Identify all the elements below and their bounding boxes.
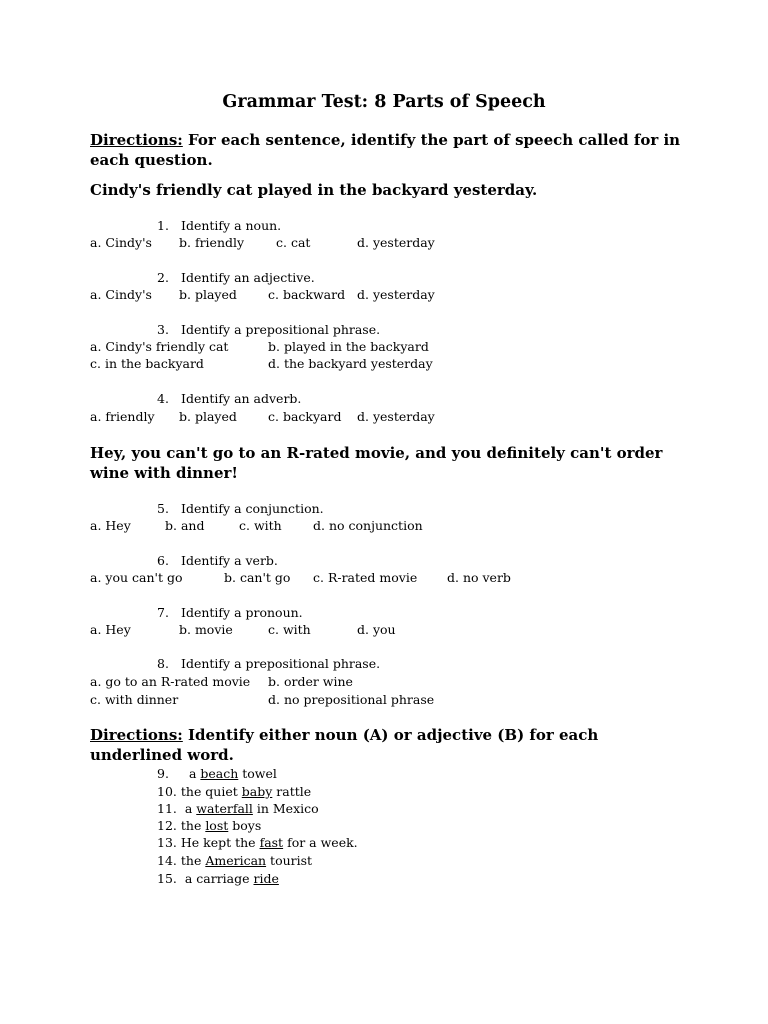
list-item: 15. a carriage ride xyxy=(157,871,279,886)
list-item: 10. the quiet baby rattle xyxy=(157,784,312,799)
question-4 xyxy=(157,391,301,407)
question-2-option-d: d. yesterday xyxy=(357,287,435,302)
question-4-text: Identify an adverb. xyxy=(181,391,302,406)
question-5-option-a: a. Hey xyxy=(90,518,131,533)
question-5-option-c: c. with xyxy=(239,518,282,533)
question-4-number: 4. xyxy=(157,391,169,406)
question-5-text: Identify a conjunction. xyxy=(181,501,324,516)
underlined-word: beach xyxy=(200,766,239,781)
question-6-option-d: d. no verb xyxy=(447,570,511,585)
directions-1 xyxy=(90,130,690,170)
sentence-1: Cindy's friendly cat played in the backyard yesterday. xyxy=(90,181,538,199)
question-1-option-b: b. friendly xyxy=(179,235,245,250)
question-8 xyxy=(157,656,380,672)
question-5-option-b: b. and xyxy=(165,518,205,533)
underlined-word: baby xyxy=(241,784,273,799)
question-7-option-c: c. with xyxy=(268,622,311,637)
directions-1-text: For each sentence, identify the part of speech called for in each question. xyxy=(90,131,681,169)
sentence-2: Hey, you can't go to an R-rated movie, and you definitely can't order wine with dinner! xyxy=(90,444,663,482)
directions-2-text: Identify either noun (A) or adjective (B) for each underlined word. xyxy=(90,726,599,764)
underlined-word: lost xyxy=(205,818,229,833)
question-3 xyxy=(157,322,380,338)
question-1-option-d: d. yesterday xyxy=(357,235,435,250)
question-6-number: 6. xyxy=(157,553,169,568)
question-7-option-d: d. you xyxy=(357,622,396,637)
question-4-option-a: a. friendly xyxy=(90,409,155,424)
question-1-text: Identify a noun. xyxy=(181,218,282,233)
question-2 xyxy=(157,270,315,286)
question-3-option-d: d. the backyard yesterday xyxy=(268,356,433,371)
question-7-option-a: a. Hey xyxy=(90,622,131,637)
question-3-option-a: a. Cindy's friendly cat xyxy=(90,339,229,354)
question-1-number: 1. xyxy=(157,218,169,233)
question-8-option-b: b. order wine xyxy=(268,674,353,689)
question-8-option-c: c. with dinner xyxy=(90,692,179,707)
question-3-number: 3. xyxy=(157,322,169,337)
question-6-text: Identify a verb. xyxy=(181,553,278,568)
question-6-option-b: b. can't go xyxy=(224,570,291,585)
list-item: 12. the lost boys xyxy=(157,818,262,833)
question-4-option-c: c. backyard xyxy=(268,409,342,424)
question-2-number: 2. xyxy=(157,270,169,285)
question-1 xyxy=(157,218,281,234)
question-2-option-a: a. Cindy's xyxy=(90,287,152,302)
question-7-text: Identify a pronoun. xyxy=(181,605,303,620)
question-3-option-c: c. in the backyard xyxy=(90,356,204,371)
page-title: Grammar Test: 8 Parts of Speech xyxy=(222,92,546,112)
question-7 xyxy=(157,605,303,621)
question-3-option-b: b. played in the backyard xyxy=(268,339,429,354)
question-5 xyxy=(157,501,324,517)
question-7-option-b: b. movie xyxy=(179,622,233,637)
directions-1-label: Directions: xyxy=(90,131,183,149)
question-7-number: 7. xyxy=(157,605,169,620)
question-1-option-a: a. Cindy's xyxy=(90,235,152,250)
list-item: 9. a beach towel xyxy=(157,766,277,781)
underlined-word: waterfall xyxy=(196,801,253,816)
question-5-number: 5. xyxy=(157,501,169,516)
list-item: 13. He kept the fast for a week. xyxy=(157,835,358,850)
question-2-text: Identify an adjective. xyxy=(181,270,315,285)
underlined-word: ride xyxy=(253,871,279,886)
question-4-option-d: d. yesterday xyxy=(357,409,435,424)
question-6 xyxy=(157,553,278,569)
question-6-option-c: c. R-rated movie xyxy=(313,570,418,585)
question-8-option-a: a. go to an R-rated movie xyxy=(90,674,251,689)
directions-2 xyxy=(90,725,690,765)
directions-2-label: Directions: xyxy=(90,726,183,744)
question-2-option-b: b. played xyxy=(179,287,237,302)
list-item: 11. a waterfall in Mexico xyxy=(157,801,319,816)
question-5-option-d: d. no conjunction xyxy=(313,518,423,533)
question-1-option-c: c. cat xyxy=(276,235,311,250)
question-2-option-c: c. backward xyxy=(268,287,346,302)
question-8-option-d: d. no prepositional phrase xyxy=(268,692,435,707)
list-item: 14. the American tourist xyxy=(157,853,313,868)
question-3-text: Identify a prepositional phrase. xyxy=(181,322,381,337)
question-8-text: Identify a prepositional phrase. xyxy=(181,656,381,671)
underlined-word: fast xyxy=(259,835,284,850)
underlined-word: American xyxy=(205,853,267,868)
question-4-option-b: b. played xyxy=(179,409,237,424)
question-8-number: 8. xyxy=(157,656,169,671)
question-6-option-a: a. you can't go xyxy=(90,570,183,585)
